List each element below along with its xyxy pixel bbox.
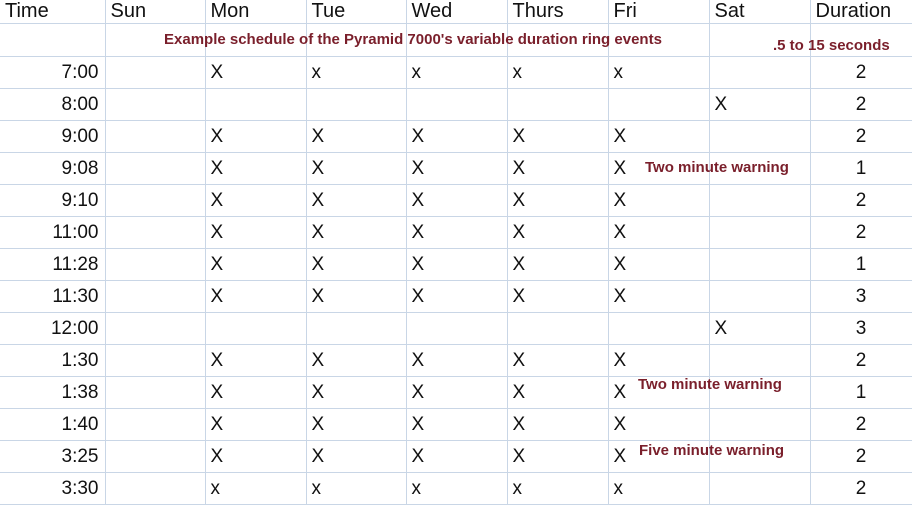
sun-mark-cell[interactable] — [105, 313, 205, 345]
mon-mark-cell[interactable]: X — [205, 281, 306, 313]
sun-mark-cell[interactable] — [105, 441, 205, 473]
fri-mark-cell[interactable]: X — [608, 409, 709, 441]
duration-range-note: .5 to 15 seconds — [773, 37, 890, 54]
sun-mark-cell[interactable] — [105, 249, 205, 281]
tue-mark-cell[interactable]: x — [306, 57, 406, 89]
fri-mark-cell[interactable] — [608, 89, 709, 121]
schedule-row — [0, 89, 912, 121]
warning-note-1-38: Two minute warning — [638, 376, 782, 393]
sun-mark-cell[interactable] — [105, 57, 205, 89]
duration-cell[interactable]: 2 — [810, 441, 912, 473]
duration-cell[interactable]: 1 — [810, 249, 912, 281]
mon-mark-cell[interactable]: X — [205, 217, 306, 249]
time-cell[interactable]: 1:38 — [0, 377, 105, 409]
time-cell[interactable]: 11:00 — [0, 217, 105, 249]
mon-mark-cell[interactable]: X — [205, 153, 306, 185]
thurs-mark-cell[interactable]: x — [507, 57, 608, 89]
tue-mark-cell[interactable]: X — [306, 217, 406, 249]
time-cell[interactable]: 1:30 — [0, 345, 105, 377]
wed-mark-cell[interactable] — [406, 313, 507, 345]
thurs-mark-cell[interactable]: X — [507, 441, 608, 473]
warning-note-9-08: Two minute warning — [645, 159, 789, 176]
mon-mark-cell[interactable]: X — [205, 121, 306, 153]
schedule-row — [0, 281, 912, 313]
header-tue[interactable]: Tue — [306, 0, 406, 24]
tue-mark-cell[interactable] — [306, 89, 406, 121]
mon-mark-cell[interactable] — [205, 313, 306, 345]
header-sun[interactable]: Sun — [105, 0, 205, 24]
fri-mark-cell[interactable]: x — [608, 473, 709, 505]
thurs-mark-cell[interactable]: X — [507, 153, 608, 185]
duration-cell[interactable]: 2 — [810, 345, 912, 377]
fri-mark-cell[interactable]: X — [608, 121, 709, 153]
time-cell[interactable]: 11:28 — [0, 249, 105, 281]
fri-mark-cell[interactable]: X — [608, 153, 709, 185]
schedule-row — [0, 57, 912, 89]
tue-mark-cell[interactable]: X — [306, 185, 406, 217]
thurs-mark-cell[interactable]: X — [507, 249, 608, 281]
sat-mark-cell[interactable] — [709, 281, 810, 313]
fri-mark-cell[interactable] — [608, 313, 709, 345]
thurs-mark-cell[interactable]: X — [507, 185, 608, 217]
schedule-row — [0, 217, 912, 249]
schedule-row — [0, 121, 912, 153]
sat-mark-cell[interactable] — [709, 121, 810, 153]
duration-cell[interactable]: 2 — [810, 409, 912, 441]
sat-mark-cell[interactable] — [709, 409, 810, 441]
thurs-mark-cell[interactable] — [507, 313, 608, 345]
schedule-title-note: Example schedule of the Pyramid 7000's variable duration ring events — [164, 31, 662, 48]
header-duration[interactable]: Duration — [810, 0, 912, 24]
thurs-mark-cell[interactable] — [507, 89, 608, 121]
duration-cell[interactable]: 2 — [810, 89, 912, 121]
time-cell[interactable]: 9:08 — [0, 153, 105, 185]
tue-mark-cell[interactable]: X — [306, 345, 406, 377]
wed-mark-cell[interactable]: x — [406, 473, 507, 505]
schedule-row — [0, 313, 912, 345]
sun-mark-cell[interactable] — [105, 345, 205, 377]
tue-mark-cell[interactable]: X — [306, 409, 406, 441]
tue-mark-cell[interactable]: X — [306, 249, 406, 281]
duration-cell[interactable]: 1 — [810, 153, 912, 185]
fri-mark-cell[interactable]: X — [608, 185, 709, 217]
mon-mark-cell[interactable]: X — [205, 345, 306, 377]
mon-mark-cell[interactable]: X — [205, 409, 306, 441]
mon-mark-cell[interactable]: x — [205, 473, 306, 505]
header-row — [0, 0, 912, 24]
header-wed[interactable]: Wed — [406, 0, 507, 24]
tue-mark-cell[interactable] — [306, 313, 406, 345]
schedule-row — [0, 409, 912, 441]
duration-cell[interactable]: 2 — [810, 57, 912, 89]
wed-mark-cell[interactable]: X — [406, 249, 507, 281]
schedule-row — [0, 185, 912, 217]
tue-mark-cell[interactable]: X — [306, 281, 406, 313]
tue-mark-cell[interactable]: X — [306, 153, 406, 185]
schedule-row — [0, 345, 912, 377]
sat-mark-cell[interactable]: X — [709, 89, 810, 121]
wed-mark-cell[interactable]: x — [406, 57, 507, 89]
wed-mark-cell[interactable]: X — [406, 345, 507, 377]
time-cell[interactable]: 11:30 — [0, 281, 105, 313]
duration-cell[interactable]: 3 — [810, 313, 912, 345]
sun-mark-cell[interactable] — [105, 121, 205, 153]
wed-mark-cell[interactable]: X — [406, 441, 507, 473]
mon-mark-cell[interactable]: X — [205, 377, 306, 409]
header-fri[interactable]: Fri — [608, 0, 709, 24]
mon-mark-cell[interactable] — [205, 89, 306, 121]
fri-mark-cell[interactable]: X — [608, 217, 709, 249]
time-cell[interactable]: 3:25 — [0, 441, 105, 473]
time-cell[interactable]: 1:40 — [0, 409, 105, 441]
wed-mark-cell[interactable]: X — [406, 409, 507, 441]
fri-mark-cell[interactable]: X — [608, 345, 709, 377]
tue-mark-cell[interactable]: x — [306, 473, 406, 505]
header-mon[interactable]: Mon — [205, 0, 306, 24]
mon-mark-cell[interactable]: X — [205, 249, 306, 281]
header-thurs[interactable]: Thurs — [507, 0, 608, 24]
duration-cell[interactable]: 1 — [810, 377, 912, 409]
wed-mark-cell[interactable]: X — [406, 217, 507, 249]
tue-mark-cell[interactable]: X — [306, 121, 406, 153]
tue-mark-cell[interactable]: X — [306, 377, 406, 409]
duration-cell[interactable]: 2 — [810, 217, 912, 249]
header-time[interactable]: Time — [0, 0, 105, 24]
warning-note-3-25: Five minute warning — [639, 442, 785, 459]
grid-cell[interactable] — [0, 24, 105, 57]
fri-mark-cell[interactable]: X — [608, 441, 709, 473]
duration-cell[interactable]: 2 — [810, 121, 912, 153]
sat-mark-cell[interactable] — [709, 345, 810, 377]
sun-mark-cell[interactable] — [105, 185, 205, 217]
sun-mark-cell[interactable] — [105, 89, 205, 121]
mon-mark-cell[interactable]: X — [205, 57, 306, 89]
fri-mark-cell[interactable]: x — [608, 57, 709, 89]
thurs-mark-cell[interactable]: X — [507, 217, 608, 249]
thurs-mark-cell[interactable]: X — [507, 409, 608, 441]
sat-mark-cell[interactable] — [709, 249, 810, 281]
sun-mark-cell[interactable] — [105, 281, 205, 313]
wed-mark-cell[interactable]: X — [406, 377, 507, 409]
mon-mark-cell[interactable]: X — [205, 185, 306, 217]
sun-mark-cell[interactable] — [105, 153, 205, 185]
thurs-mark-cell[interactable]: X — [507, 345, 608, 377]
sun-mark-cell[interactable] — [105, 377, 205, 409]
time-cell[interactable]: 3:30 — [0, 473, 105, 505]
wed-mark-cell[interactable]: X — [406, 281, 507, 313]
fri-mark-cell[interactable]: X — [608, 249, 709, 281]
duration-cell[interactable]: 2 — [810, 185, 912, 217]
wed-mark-cell[interactable]: X — [406, 153, 507, 185]
fri-mark-cell[interactable]: X — [608, 377, 709, 409]
time-cell[interactable]: 12:00 — [0, 313, 105, 345]
time-cell[interactable]: 7:00 — [0, 57, 105, 89]
duration-cell[interactable]: 3 — [810, 281, 912, 313]
duration-cell[interactable]: 2 — [810, 473, 912, 505]
wed-mark-cell[interactable]: X — [406, 121, 507, 153]
sat-mark-cell[interactable] — [709, 57, 810, 89]
time-cell[interactable]: 9:00 — [0, 121, 105, 153]
time-cell[interactable]: 9:10 — [0, 185, 105, 217]
tue-mark-cell[interactable]: X — [306, 441, 406, 473]
wed-mark-cell[interactable] — [406, 89, 507, 121]
thurs-mark-cell[interactable]: x — [507, 473, 608, 505]
sat-mark-cell[interactable]: X — [709, 313, 810, 345]
time-cell[interactable]: 8:00 — [0, 89, 105, 121]
schedule-row — [0, 249, 912, 281]
wed-mark-cell[interactable]: X — [406, 185, 507, 217]
thurs-mark-cell[interactable]: X — [507, 281, 608, 313]
sat-mark-cell[interactable] — [709, 185, 810, 217]
fri-mark-cell[interactable]: X — [608, 281, 709, 313]
header-sat[interactable]: Sat — [709, 0, 810, 24]
sun-mark-cell[interactable] — [105, 409, 205, 441]
sun-mark-cell[interactable] — [105, 217, 205, 249]
mon-mark-cell[interactable]: X — [205, 441, 306, 473]
thurs-mark-cell[interactable]: X — [507, 377, 608, 409]
sat-mark-cell[interactable] — [709, 217, 810, 249]
thurs-mark-cell[interactable]: X — [507, 121, 608, 153]
